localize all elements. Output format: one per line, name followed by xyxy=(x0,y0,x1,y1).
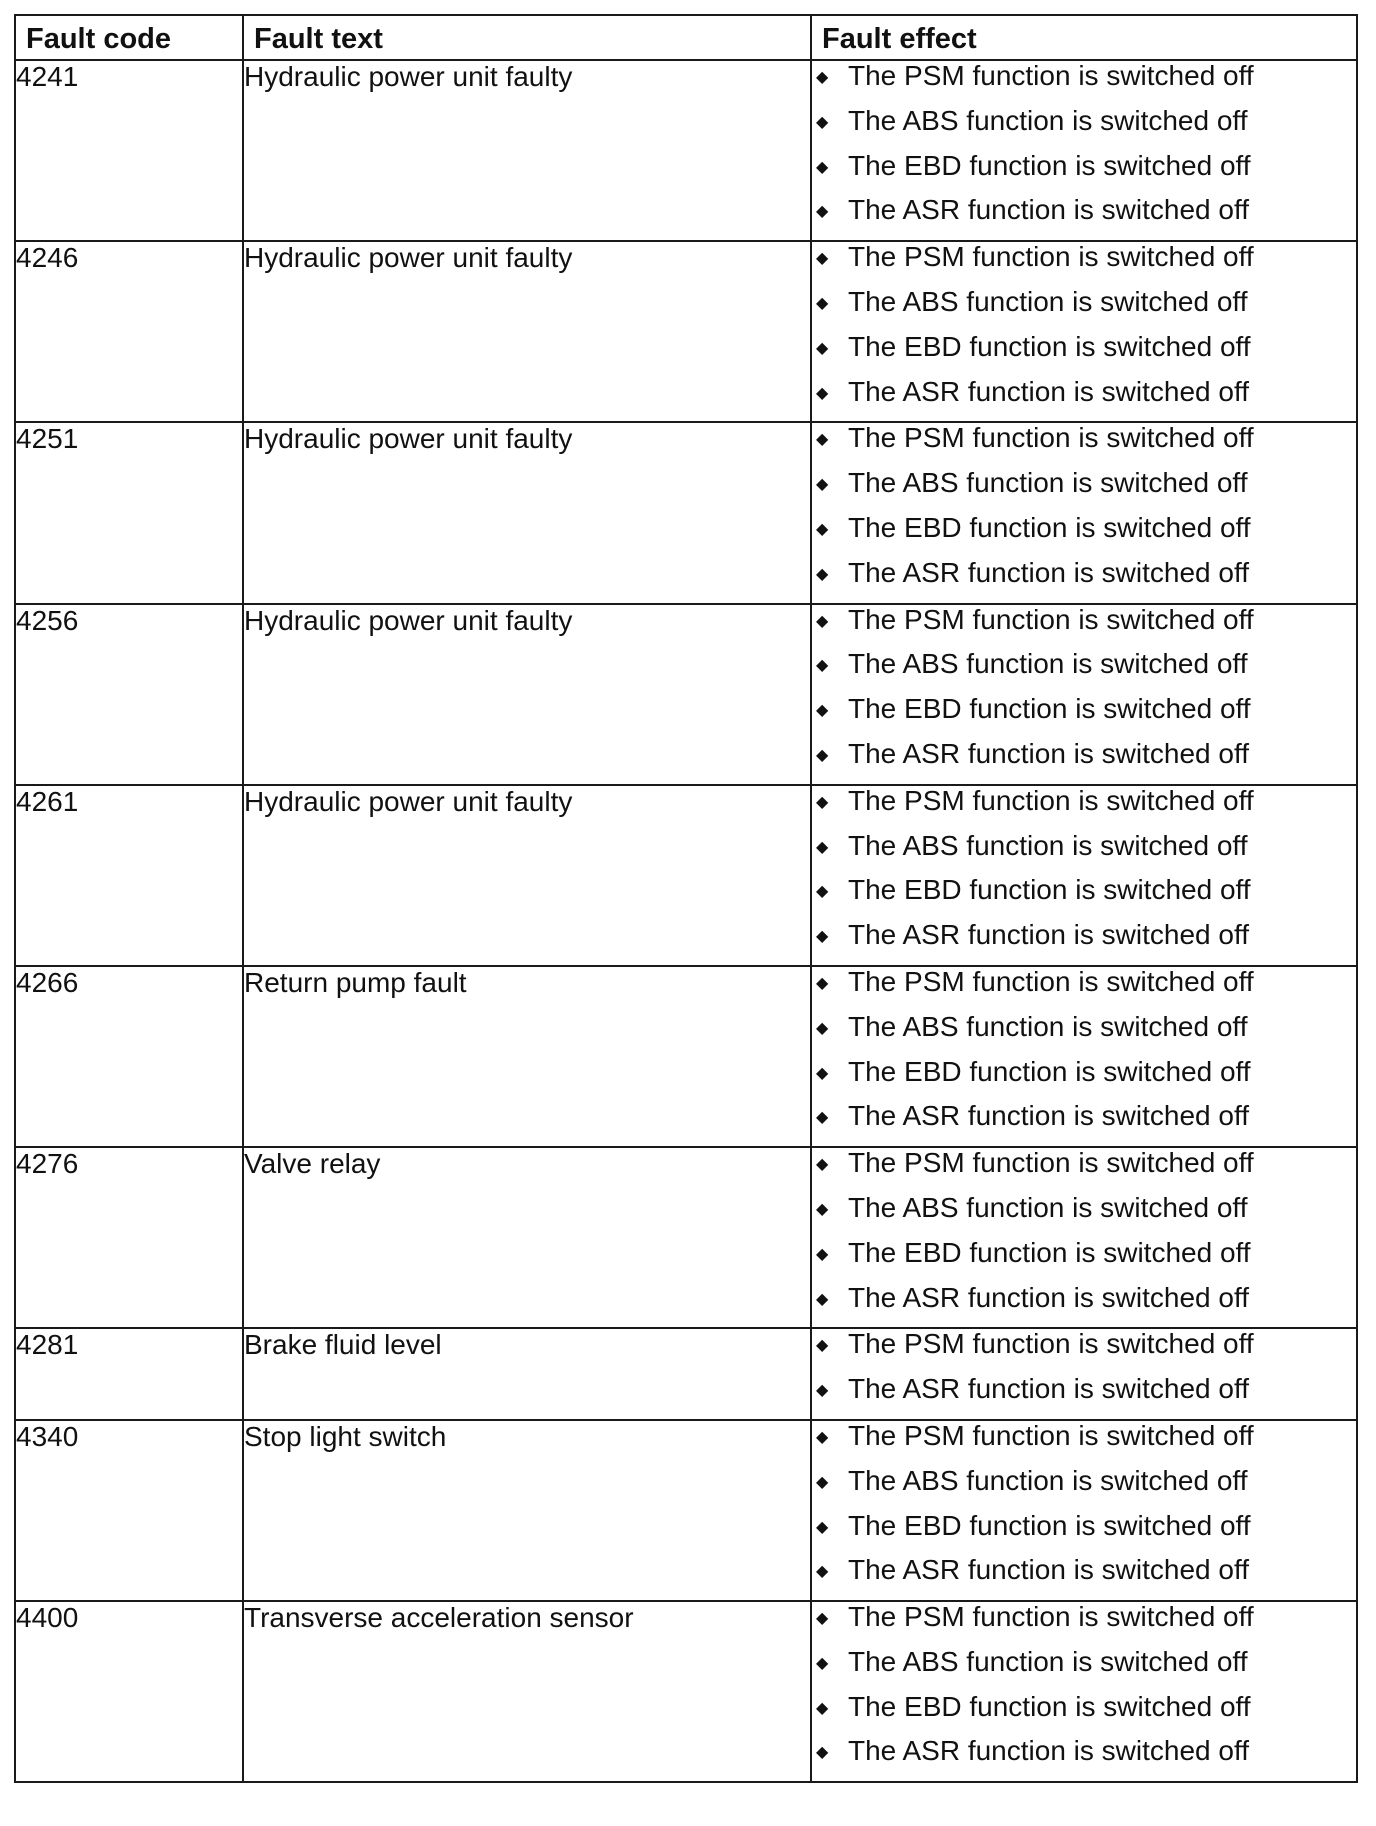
effect-list-item xyxy=(812,1193,1356,1238)
diamond-bullet-icon: ◆ xyxy=(816,1382,829,1400)
effect-list xyxy=(812,1329,1356,1419)
diamond-bullet-icon: ◆ xyxy=(816,1200,829,1218)
effect-list-item xyxy=(812,195,1356,240)
effect-list-item xyxy=(812,1057,1356,1102)
effect-list-item xyxy=(812,786,1356,831)
diamond-bullet-icon: ◆ xyxy=(816,1064,829,1082)
diamond-bullet-icon: ◆ xyxy=(816,476,829,494)
fault-effect-cell xyxy=(811,966,1357,1147)
effect-list-item xyxy=(812,1238,1356,1283)
effect-list-item xyxy=(812,1012,1356,1057)
effect-list-item xyxy=(812,1511,1356,1556)
table-row xyxy=(15,241,1357,422)
effect-list-item xyxy=(812,61,1356,106)
fault-code-cell: 4340 xyxy=(15,1420,243,1601)
effect-text: The EBD function is switched off xyxy=(848,874,1251,906)
fault-effect-cell xyxy=(811,604,1357,785)
effect-text: The PSM function is switched off xyxy=(848,422,1254,454)
effect-list-item xyxy=(812,739,1356,784)
table-header-row xyxy=(15,15,1357,60)
effect-text: The EBD function is switched off xyxy=(848,1236,1251,1268)
effect-text: The ABS function is switched off xyxy=(848,1464,1248,1496)
diamond-bullet-icon: ◆ xyxy=(816,1563,829,1581)
effect-list-item xyxy=(812,831,1356,876)
table-row xyxy=(15,60,1357,241)
effect-text: The EBD function is switched off xyxy=(848,511,1251,543)
effect-list-item xyxy=(812,1555,1356,1600)
fault-code-cell: 4276 xyxy=(15,1147,243,1328)
diamond-bullet-icon: ◆ xyxy=(816,1473,829,1491)
effect-list-item xyxy=(812,967,1356,1012)
fault-effect-cell xyxy=(811,1147,1357,1328)
table-row xyxy=(15,1147,1357,1328)
diamond-bullet-icon: ◆ xyxy=(816,1699,829,1717)
effect-list-item xyxy=(812,694,1356,739)
effect-list xyxy=(812,1148,1356,1327)
diamond-bullet-icon: ◆ xyxy=(816,203,829,221)
table-row xyxy=(15,1420,1357,1601)
effect-list xyxy=(812,242,1356,421)
diamond-bullet-icon: ◆ xyxy=(816,113,829,131)
fault-text-cell: Transverse acceleration sensor xyxy=(243,1601,811,1782)
fault-text-cell: Hydraulic power unit faulty xyxy=(243,60,811,241)
fault-effect-cell xyxy=(811,422,1357,603)
effect-text: The ASR function is switched off xyxy=(848,1281,1250,1313)
diamond-bullet-icon: ◆ xyxy=(816,974,829,992)
fault-text-cell: Return pump fault xyxy=(243,966,811,1147)
effect-text: The PSM function is switched off xyxy=(848,241,1254,273)
fault-table xyxy=(14,14,1358,1783)
effect-text: The ABS function is switched off xyxy=(848,467,1248,499)
header-fault-code: Fault code xyxy=(15,15,243,60)
effect-list-item xyxy=(812,1736,1356,1781)
diamond-bullet-icon: ◆ xyxy=(816,1654,829,1672)
fault-effect-cell xyxy=(811,1420,1357,1601)
diamond-bullet-icon: ◆ xyxy=(816,1610,829,1628)
effect-text: The ABS function is switched off xyxy=(848,104,1248,136)
fault-code-cell: 4246 xyxy=(15,241,243,422)
effect-list-item xyxy=(812,875,1356,920)
effect-text: The ASR function is switched off xyxy=(848,737,1250,769)
effect-list-item xyxy=(812,920,1356,965)
fault-code-cell: 4261 xyxy=(15,785,243,966)
effect-list-item xyxy=(812,558,1356,603)
effect-text: The ASR function is switched off xyxy=(848,556,1250,588)
fault-text-cell: Hydraulic power unit faulty xyxy=(243,422,811,603)
fault-effect-cell xyxy=(811,1601,1357,1782)
header-fault-effect: Fault effect xyxy=(811,15,1357,60)
header-fault-text: Fault text xyxy=(243,15,811,60)
effect-list-item xyxy=(812,332,1356,377)
diamond-bullet-icon: ◆ xyxy=(816,520,829,538)
fault-effect-cell xyxy=(811,241,1357,422)
diamond-bullet-icon: ◆ xyxy=(816,1337,829,1355)
effect-list-item xyxy=(812,1329,1356,1374)
effect-list-item xyxy=(812,468,1356,513)
table-row xyxy=(15,422,1357,603)
effect-list-item xyxy=(812,242,1356,287)
fault-code-cell: 4241 xyxy=(15,60,243,241)
effect-list-item xyxy=(812,287,1356,332)
diamond-bullet-icon: ◆ xyxy=(816,1428,829,1446)
effect-list-item xyxy=(812,1466,1356,1511)
diamond-bullet-icon: ◆ xyxy=(816,294,829,312)
diamond-bullet-icon: ◆ xyxy=(816,339,829,357)
diamond-bullet-icon: ◆ xyxy=(816,883,829,901)
diamond-bullet-icon: ◆ xyxy=(816,158,829,176)
effect-text: The PSM function is switched off xyxy=(848,784,1254,816)
diamond-bullet-icon: ◆ xyxy=(816,928,829,946)
effect-list-item xyxy=(812,106,1356,151)
effect-list-item xyxy=(812,377,1356,422)
effect-text: The ASR function is switched off xyxy=(848,375,1250,407)
effect-text: The ASR function is switched off xyxy=(848,1373,1250,1405)
diamond-bullet-icon: ◆ xyxy=(816,793,829,811)
effect-list-item xyxy=(812,649,1356,694)
fault-text-cell: Valve relay xyxy=(243,1147,811,1328)
effect-text: The ABS function is switched off xyxy=(848,1010,1248,1042)
diamond-bullet-icon: ◆ xyxy=(816,1019,829,1037)
effect-text: The PSM function is switched off xyxy=(848,60,1254,91)
effect-text: The EBD function is switched off xyxy=(848,693,1251,725)
fault-table-body xyxy=(15,60,1357,1782)
effect-list xyxy=(812,1421,1356,1600)
effect-list-item xyxy=(812,1692,1356,1737)
effect-text: The EBD function is switched off xyxy=(848,1509,1251,1541)
effect-list xyxy=(812,61,1356,240)
effect-list-item xyxy=(812,1283,1356,1328)
diamond-bullet-icon: ◆ xyxy=(816,702,829,720)
effect-text: The ASR function is switched off xyxy=(848,1100,1250,1132)
fault-text-cell: Hydraulic power unit faulty xyxy=(243,241,811,422)
effect-list xyxy=(812,605,1356,784)
diamond-bullet-icon: ◆ xyxy=(816,657,829,675)
effect-list-item xyxy=(812,1421,1356,1466)
diamond-bullet-icon: ◆ xyxy=(816,384,829,402)
effect-text: The ABS function is switched off xyxy=(848,1191,1248,1223)
effect-text: The EBD function is switched off xyxy=(848,1055,1251,1087)
effect-list-item xyxy=(812,513,1356,558)
diamond-bullet-icon: ◆ xyxy=(816,250,829,268)
effect-list-item xyxy=(812,1101,1356,1146)
effect-text: The PSM function is switched off xyxy=(848,965,1254,997)
effect-list-item xyxy=(812,1647,1356,1692)
diamond-bullet-icon: ◆ xyxy=(816,1156,829,1174)
effect-list-item xyxy=(812,605,1356,650)
effect-list-item xyxy=(812,423,1356,468)
effect-text: The PSM function is switched off xyxy=(848,1601,1254,1633)
diamond-bullet-icon: ◆ xyxy=(816,1518,829,1536)
fault-text-cell: Stop light switch xyxy=(243,1420,811,1601)
effect-text: The PSM function is switched off xyxy=(848,603,1254,635)
effect-list xyxy=(812,1602,1356,1781)
fault-code-cell: 4266 xyxy=(15,966,243,1147)
effect-text: The PSM function is switched off xyxy=(848,1147,1254,1179)
diamond-bullet-icon: ◆ xyxy=(816,1744,829,1762)
table-row xyxy=(15,604,1357,785)
effect-list-item xyxy=(812,1602,1356,1647)
diamond-bullet-icon: ◆ xyxy=(816,431,829,449)
effect-text: The PSM function is switched off xyxy=(848,1328,1254,1360)
effect-text: The EBD function is switched off xyxy=(848,1690,1251,1722)
effect-list-item xyxy=(812,1374,1356,1419)
fault-code-cell: 4400 xyxy=(15,1601,243,1782)
effect-list xyxy=(812,786,1356,965)
fault-code-cell: 4281 xyxy=(15,1328,243,1420)
effect-text: The PSM function is switched off xyxy=(848,1419,1254,1451)
table-row xyxy=(15,1328,1357,1420)
fault-effect-cell xyxy=(811,785,1357,966)
fault-text-cell: Hydraulic power unit faulty xyxy=(243,785,811,966)
effect-text: The EBD function is switched off xyxy=(848,330,1251,362)
effect-text: The ASR function is switched off xyxy=(848,194,1250,226)
fault-text-cell: Brake fluid level xyxy=(243,1328,811,1420)
diamond-bullet-icon: ◆ xyxy=(816,838,829,856)
effect-text: The EBD function is switched off xyxy=(848,149,1251,181)
effect-list-item xyxy=(812,151,1356,196)
fault-effect-cell xyxy=(811,1328,1357,1420)
effect-text: The ABS function is switched off xyxy=(848,648,1248,680)
effect-list xyxy=(812,423,1356,602)
diamond-bullet-icon: ◆ xyxy=(816,1109,829,1127)
diamond-bullet-icon: ◆ xyxy=(816,1290,829,1308)
effect-list xyxy=(812,967,1356,1146)
effect-text: The ASR function is switched off xyxy=(848,1554,1250,1586)
effect-text: The ABS function is switched off xyxy=(848,1645,1248,1677)
fault-text-cell: Hydraulic power unit faulty xyxy=(243,604,811,785)
diamond-bullet-icon: ◆ xyxy=(816,612,829,630)
fault-code-cell: 4256 xyxy=(15,604,243,785)
table-row xyxy=(15,966,1357,1147)
fault-effect-cell xyxy=(811,60,1357,241)
diamond-bullet-icon: ◆ xyxy=(816,1245,829,1263)
effect-text: The ASR function is switched off xyxy=(848,919,1250,951)
effect-text: The ABS function is switched off xyxy=(848,285,1248,317)
fault-code-cell: 4251 xyxy=(15,422,243,603)
diamond-bullet-icon: ◆ xyxy=(816,746,829,764)
effect-text: The ABS function is switched off xyxy=(848,829,1248,861)
effect-list-item xyxy=(812,1148,1356,1193)
effect-text: The ASR function is switched off xyxy=(848,1735,1250,1767)
diamond-bullet-icon: ◆ xyxy=(816,69,829,86)
diamond-bullet-icon: ◆ xyxy=(816,565,829,583)
table-row xyxy=(15,785,1357,966)
table-row xyxy=(15,1601,1357,1782)
